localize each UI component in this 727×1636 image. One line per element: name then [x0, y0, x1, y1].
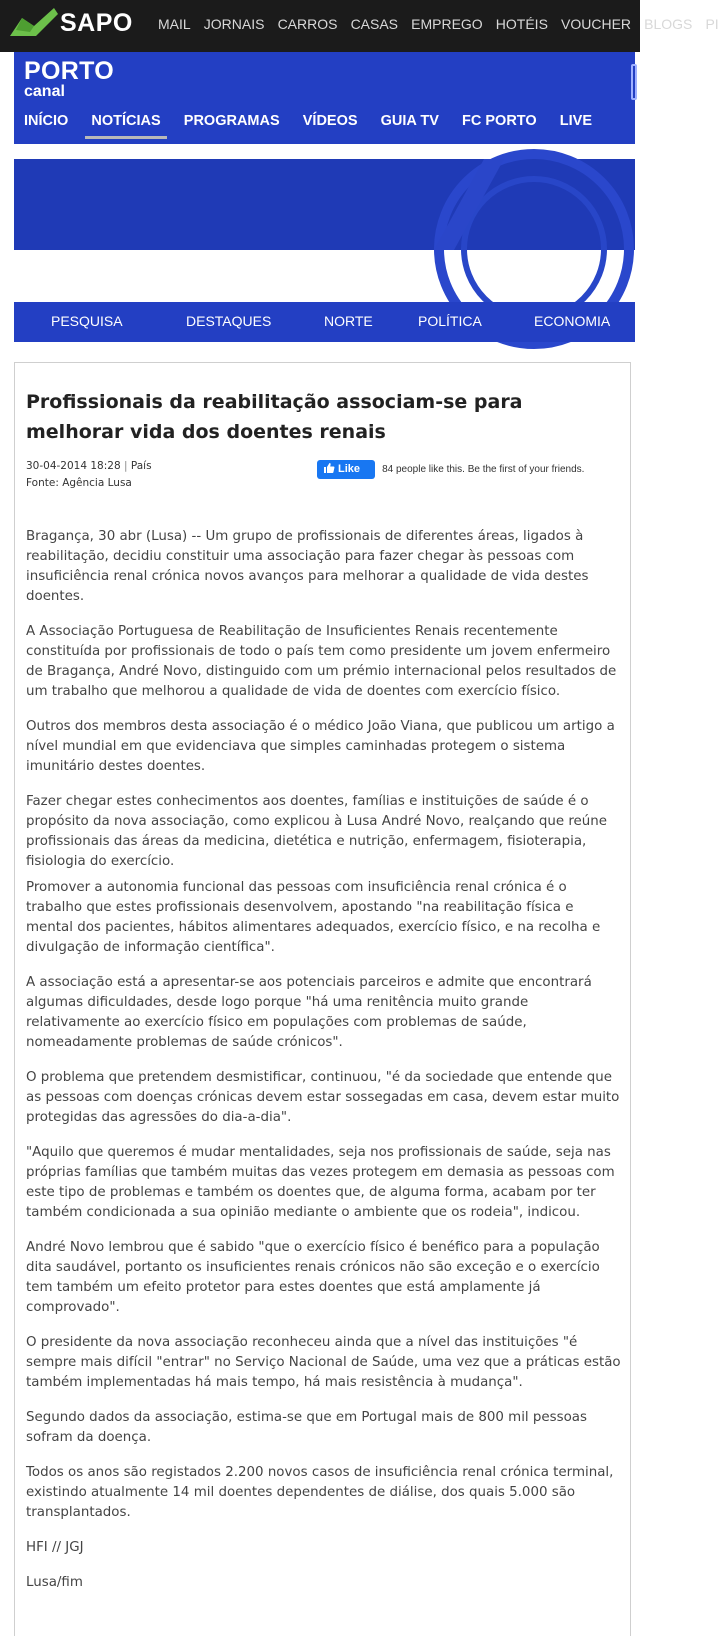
article-footer-source: Lusa/fim [26, 1575, 83, 1590]
nav-fc-porto[interactable]: FC PORTO [462, 113, 537, 129]
sapo-nav-voucher[interactable]: VOUCHER [561, 16, 632, 32]
article-paragraph: Fazer chegar estes conhecimentos aos doentes, famílias e instituições de saúde é o propósito da nova associação, como explicou à Lusa André Novo, realçando que reúne profissionais das áreas da medicina, dietética e nutrição, enfermagem, fisioterapia, fisiologia do exercício. [26, 794, 607, 869]
article-paragraph: A associação está a apresentar-se aos potenciais parceiros e admite que encontrará algumas dificuldades, desde logo porque "há uma renitência muito grande relativamente ao exercício físico em populações com problemas de saúde, nomeadamente problemas de saúde crónicos". [26, 975, 592, 1050]
article-paragraph: O presidente da nova associação reconheceu ainda que a nível das instituições "é sempre mais difícil "entrar" no Serviço Nacional de Saúde, uma vez que a práticas estão também implementadas há mais tempo, há mais resistência à mudança". [26, 1335, 621, 1390]
sapo-frog-icon [8, 6, 60, 40]
article-body [26, 527, 621, 1608]
sapo-nav [158, 14, 727, 33]
nav-noticias[interactable]: NOTÍCIAS [91, 109, 160, 139]
sapo-nav-hoteis[interactable]: HOTÉIS [495, 16, 548, 32]
sapo-nav-casas[interactable]: CASAS [350, 16, 399, 32]
article-date: 30-04-2014 18:28 [26, 460, 121, 472]
nav-live[interactable]: LIVE [559, 113, 592, 129]
sapo-nav-carros[interactable]: CARROS [277, 16, 338, 32]
facebook-like-button[interactable] [317, 460, 375, 479]
sapo-logo[interactable] [8, 4, 148, 44]
article-meta [26, 458, 152, 492]
main-nav [14, 109, 600, 139]
section-economia[interactable]: ECONOMIA [534, 313, 611, 329]
sapo-nav-mail[interactable]: MAIL [158, 16, 191, 32]
article-paragraph: Outros dos membros desta associação é o médico João Viana, que publicou um artigo a nível mundial em que evidenciava que simples caminhadas protegem o sistema imunitário destes doentes. [26, 719, 615, 774]
sapo-logo-text: SAPO [60, 9, 133, 37]
nav-guia-tv[interactable]: GUIA TV [380, 113, 439, 129]
porto-canal-logo[interactable]: PORTO [24, 57, 114, 85]
meta-separator: | [123, 460, 131, 472]
banner-ad[interactable] [14, 159, 635, 250]
porto-canal-logo-sub[interactable]: canal [24, 83, 65, 100]
section-nav [14, 302, 635, 342]
sapo-nav-blogs[interactable]: BLOGS [644, 16, 693, 32]
article-paragraph: Bragança, 30 abr (Lusa) -- Um grupo de profissionais de diferentes áreas, ligados à reabilitação, decidiu constituir uma associação para fazer chegar às pessoas com insuficiência renal crónica novos avanços para melhorar a qualidade de vida destes doentes. [26, 529, 589, 604]
sapo-nav-pi[interactable]: PI [705, 16, 719, 32]
article-paragraph: Segundo dados da associação, estima-se que em Portugal mais de 800 mil pessoas sofram da doença. [26, 1410, 587, 1445]
article [14, 362, 631, 1636]
nav-videos[interactable]: VÍDEOS [302, 113, 358, 129]
section-norte[interactable]: NORTE [324, 313, 373, 329]
article-paragraph: Promover a autonomia funcional das pessoas com insuficiência renal crónica é o trabalho que estes profissionais desenvolvem, apostando "na reabilitação física e mental dos pacientes, hábitos alimentares adequados, exercício físico, e na recolha e divulgação de informação científica". [26, 880, 601, 955]
section-destaques[interactable]: DESTAQUES [186, 313, 272, 329]
section-pesquisa[interactable]: PESQUISA [51, 313, 123, 329]
thumbs-up-icon [323, 462, 335, 474]
article-signature: HFI // JGJ [26, 1540, 84, 1555]
sapo-nav-emprego[interactable]: EMPREGO [411, 16, 483, 32]
article-paragraph: O problema que pretendem desmistificar, continuou, "é da sociedade que entende que as pessoas com doenças crónicas devem estar sossegadas em casa, devem estar muito protegidas das agressões do dia-a-dia". [26, 1070, 620, 1125]
facebook-like-widget [317, 459, 584, 479]
article-source: Fonte: Agência Lusa [26, 477, 132, 489]
article-title: Profissionais da reabilitação associam-se para melhorar vida dos doentes renais [26, 391, 523, 443]
nav-programas[interactable]: PROGRAMAS [183, 113, 280, 129]
header-edge-control [631, 64, 637, 100]
sapo-top-bar [0, 0, 719, 52]
banner-swoosh-graphic [14, 159, 635, 250]
article-category[interactable]: País [130, 460, 152, 472]
article-paragraph: Todos os anos são registados 2.200 novos casos de insuficiência renal crónica terminal, existindo atualmente 14 mil doentes dependentes de diálise, dos quais 5.000 são transplantados. [26, 1465, 614, 1520]
article-paragraph: André Novo lembrou que é sabido "que o exercício físico é benéfico para a população dita saudável, portanto os insuficientes renais crónicos não são exceção e o exercício tem também um efeito protetor para estes doentes que está amplamente já comprovado". [26, 1240, 600, 1315]
article-paragraph: A Associação Portuguesa de Reabilitação de Insuficientes Renais recentemente constituída por profissionais de todo o país tem como presidente um jovem enfermeiro de Bragança, André Novo, distinguido com um prémio internacional pelos resultados de um trabalho que melhorou a qualidade de vida de doentes com exercício físico. [26, 624, 617, 699]
article-paragraph: "Aquilo que queremos é mudar mentalidades, seja nos profissionais de saúde, seja nas próprias famílias que também muitas das vezes protegem em demasia as pessoas com este tipo de problemas e também os doentes que, de alguma forma, acabam por ter também condicionada a sua opinião mediante o ambiente que os rodeia", indicou. [26, 1145, 615, 1220]
sapo-nav-jornais[interactable]: JORNAIS [203, 16, 265, 32]
section-politica[interactable]: POLÍTICA [418, 313, 482, 329]
facebook-like-count: 84 people like this. Be the first of your friends. [382, 464, 585, 475]
porto-canal-header [14, 52, 635, 144]
nav-inicio[interactable]: INÍCIO [24, 113, 69, 129]
facebook-like-label: Like [338, 463, 361, 475]
